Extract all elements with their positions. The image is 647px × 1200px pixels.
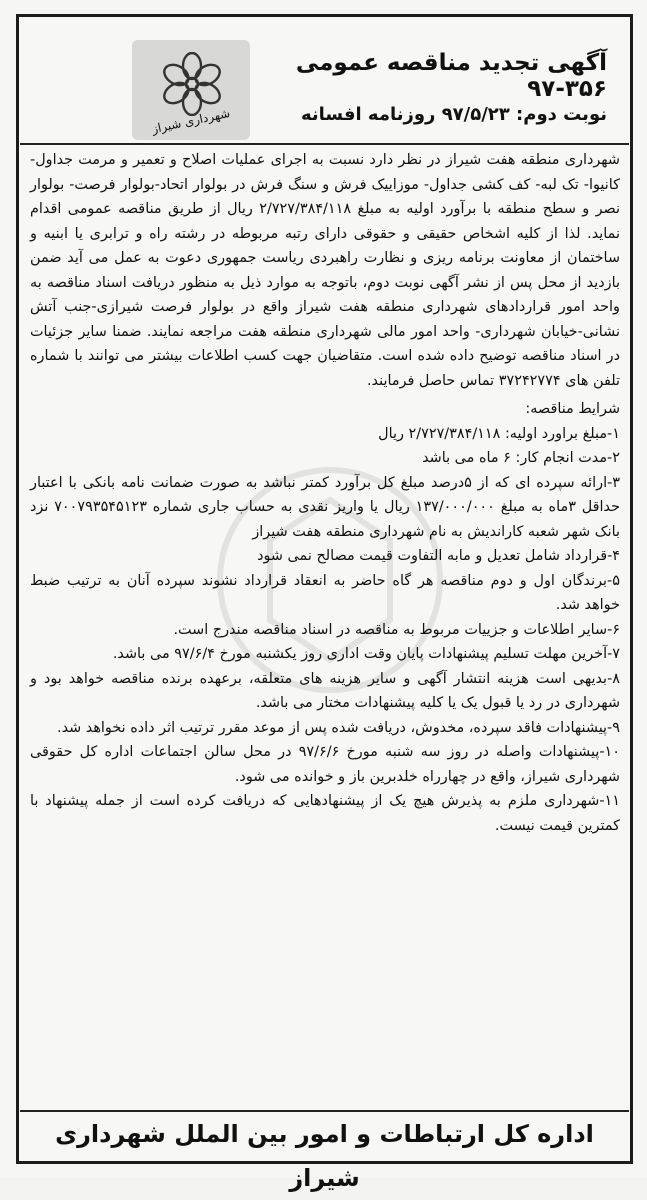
ad-subtitle: نوبت دوم: ۹۷/۵/۲۳ روزنامه افسانه (300, 104, 607, 125)
intro-text: شهرداری منطقه هفت شیراز در نظر دارد نسبت به اجرای عملیات اصلاح و تعمیر و مرمت جداول-کانیوا- تک لبه- کف کشی جداول- موزاییک فرش و سنگ فرش در بولوار اتحاد-بولوار فرصت- بولوار نصر و سطح منطقه با برآورد اولیه به مبلغ ۲/۷۲۷/۳۸۴/۱۱۸ ریال از طریق مناقصه عمومی اقدام نماید. لذا از کلیه اشخاص حقیقی و حقوقی دارای رتبه مربوطه در رشته راه و ترابری یا ابنیه و ساختمان از معاونت برنامه ریزی و نظارت راهبردی ریاست جمهوری دعوت به عمل می آید ضمن بازدید از محل پس از نشر آگهی نوبت دوم، باتوجه به موارد ذیل به منظور دریافت اسناد مناقصه به واحد امور قراردادهای شهرداری منطقه هفت شیراز واقع در بولوار فرصت شیرازی-جنب آتش نشانی-خیابان شهرداری- واحد امور مالی شهرداری منطقه هفت مراجعه نمایند. ضمنا سایر جزئیات در اسناد مناقصه توضیح داده شده است. متقاضیان جهت کسب اطلاعات بیشتر می توانند با شماره تلفن های ۳۷۲۴۲۷۷۴ تماس حاصل فرمایند. (30, 152, 620, 389)
ad-body (30, 148, 620, 838)
condition-item: ۹-پیشنهادات فاقد سپرده، مخدوش، دریافت شده پس از موعد مقرر ترتیب اثر داده نخواهد شد. (57, 719, 620, 736)
condition-item: ۳-ارائه سپرده ای که از ۵درصد مبلغ کل برآورد کمتر نباشد به صورت ضمانت نامه بانکی با اعتبار حداقل ۳ماه به مبلغ ۱۳۷/۰۰۰/۰۰۰ ریال یا واریز نقدی به حساب جاری شماره ۷۰۰۷۹۳۵۴۵۱۲۳ نزد بانک شهر شعبه کاراندیش به نام شهرداری منطقه هفت شیراز (30, 474, 620, 540)
municipality-logo (132, 40, 250, 140)
condition-item: ۶-سایر اطلاعات و جزییات مربوط به مناقصه در اسناد مناقصه مندرج است. (173, 621, 620, 638)
condition-item: ۱۱-شهرداری ملزم به پذیرش هیچ یک از پیشنهادهایی که دریافت کرده است از جمله پیشنهاد با کمترین قیمت نیست. (30, 793, 620, 834)
condition-item: ۷-آخرین مهلت تسلیم پیشنهادات پایان وقت اداری روز یکشنبه مورخ ۹۷/۶/۴ می باشد. (112, 646, 620, 662)
issuer-footer: اداره کل ارتباطات و امور بین الملل شهرداری شیراز (20, 1110, 629, 1156)
intro-paragraph (30, 148, 620, 393)
condition-item: ۱-مبلغ براورد اولیه: ۲/۷۲۷/۳۸۴/۱۱۸ ریال (378, 425, 620, 442)
condition-item: ۵-برندگان اول و دوم مناقصه هر گاه حاضر به انعقاد قرارداد نشوند سپرده آنان به ترتیب ضبط خواهد شد. (30, 572, 620, 613)
conditions-list (30, 422, 620, 839)
condition-item: ۸-بدیهی است هزینه انتشار آگهی و سایر هزینه های متعلقه، برعهده برنده مناقصه خواهد بود و شهرداری در رد یا قبول یک یا کلیه پیشنهادات مختار می باشد. (30, 670, 620, 711)
ad-header (20, 18, 629, 145)
condition-item: ۲-مدت انجام کار: ۶ ماه می باشد (422, 450, 620, 466)
conditions-title: شرایط مناقصه: (525, 401, 620, 417)
logo-text: شهرداری شیراز (150, 105, 232, 137)
condition-item: ۱۰-پیشنهادات واصله در روز سه شنبه مورخ ۹۷/۶/۶ در محل سالن اجتماعات اداره کل حقوقی شهرداری شیراز، واقع در چهارراه خلدبرین باز و خوانده می شود. (30, 744, 620, 785)
condition-item: ۴-قرارداد شامل تعدیل و مابه التفاوت قیمت مصالح نمی شود (257, 548, 620, 564)
flower-logo-icon (160, 52, 224, 116)
ad-title: آگهی تجدید مناقصه عمومی ۳۵۶-۹۷ (295, 50, 607, 102)
